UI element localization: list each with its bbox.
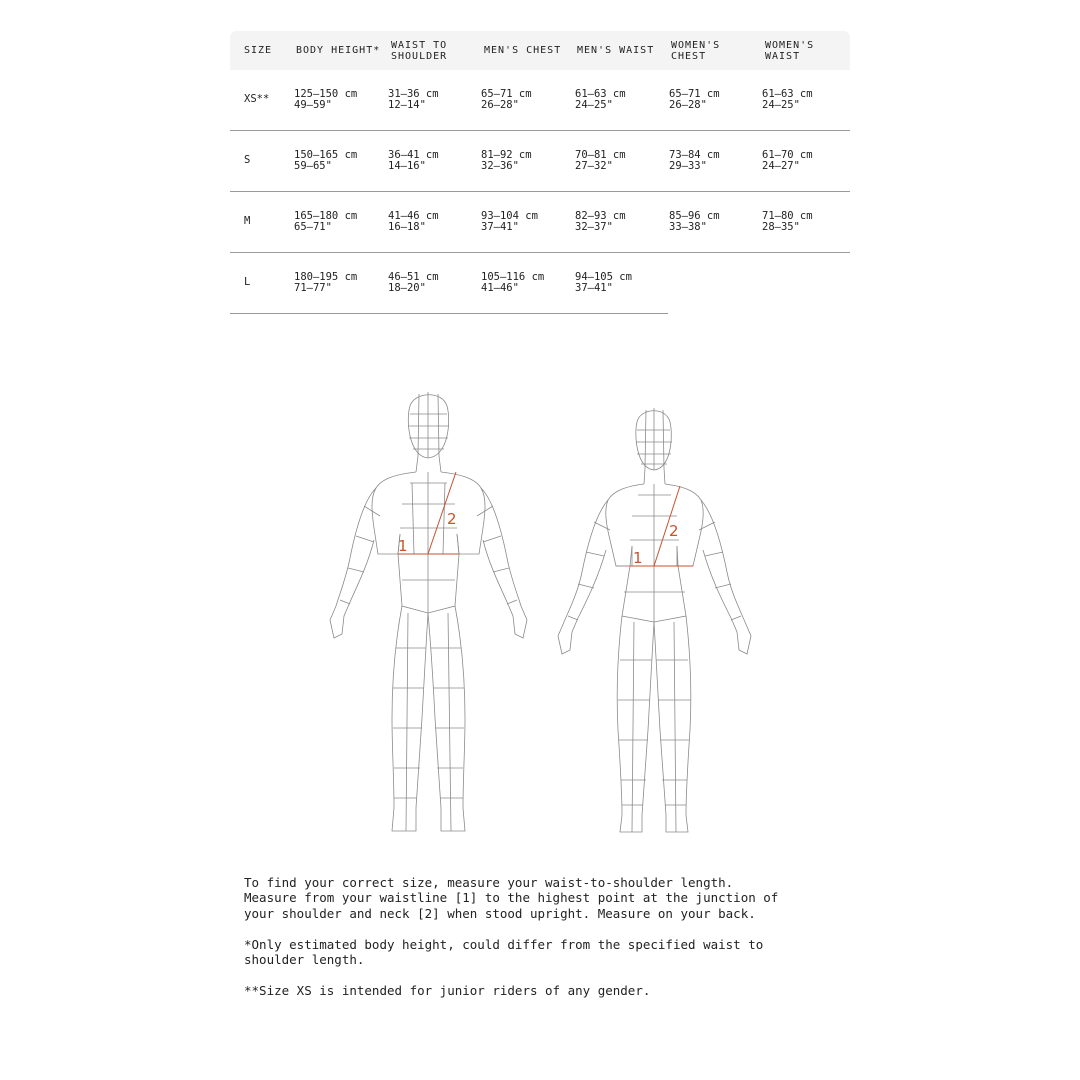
header-womens-waist: WOMEN'S WAIST — [765, 39, 815, 62]
mens-waist-cell: 82–93 cm 32–37" — [575, 209, 626, 233]
body-height-cell: 165–180 cm 65–71" — [294, 209, 358, 233]
table-row — [230, 70, 850, 131]
mens-chest-cell: 81–92 cm 32–36" — [481, 148, 532, 172]
size-cell: S — [244, 154, 251, 167]
body-height-cell: 150–165 cm 59–65" — [294, 148, 358, 172]
size-xs-footnote: **Size XS is intended for junior riders of any gender. — [244, 982, 651, 998]
mens-chest-cell: 65–71 cm 26–28" — [481, 87, 532, 111]
body-height-footnote: *Only estimated body height, could differ from the specified waist to shoulder length. — [244, 936, 764, 968]
male-figure-illustration — [330, 392, 527, 831]
mens-waist-cell: 70–81 cm 27–32" — [575, 148, 626, 172]
size-cell: XS** — [244, 93, 270, 106]
waist-to-shoulder-cell: 46–51 cm 18–20" — [388, 270, 439, 294]
header-size: SIZE — [244, 45, 273, 56]
table-row — [230, 253, 668, 314]
waist-to-shoulder-cell: 36–41 cm 14–16" — [388, 148, 439, 172]
table-row — [230, 131, 850, 192]
womens-chest-cell: 73–84 cm 29–33" — [669, 148, 720, 172]
womens-waist-cell: 71–80 cm 28–35" — [762, 209, 813, 233]
womens-chest-cell: 85–96 cm 33–38" — [669, 209, 720, 233]
body-measurement-figures — [320, 388, 760, 838]
mens-waist-cell: 61–63 cm 24–25" — [575, 87, 626, 111]
table-row — [230, 192, 850, 253]
header-waist-to-shoulder: WAIST TO SHOULDER — [391, 39, 448, 62]
female-figure-illustration — [558, 408, 751, 832]
size-chart-table — [230, 31, 850, 314]
sizing-instructions — [244, 875, 784, 1014]
measurement-instructions: To find your correct size, measure your waist-to-shoulder length. Measure from your waistline [1] to the highest point at the junction of your shoulder and neck [2] when stood upright. Measure on your back. — [244, 875, 779, 921]
womens-chest-cell: 65–71 cm 26–28" — [669, 87, 720, 111]
waist-to-shoulder-cell: 31–36 cm 12–14" — [388, 87, 439, 111]
header-womens-chest: WOMEN'S CHEST — [671, 39, 721, 62]
womens-waist-cell: 61–70 cm 24–27" — [762, 148, 813, 172]
waist-to-shoulder-cell: 41–46 cm 16–18" — [388, 209, 439, 233]
female-shoulder-label: 2 — [669, 522, 679, 540]
mens-chest-cell: 105–116 cm 41–46" — [481, 270, 545, 294]
male-waistline-label: 1 — [398, 537, 408, 555]
table-header — [230, 31, 850, 70]
size-cell: L — [244, 276, 251, 289]
body-height-cell: 125–150 cm 49–59" — [294, 87, 358, 111]
header-body-height: BODY HEIGHT* — [296, 45, 381, 56]
female-waistline-label: 1 — [633, 549, 643, 567]
size-cell: M — [244, 215, 251, 228]
male-shoulder-label: 2 — [447, 510, 457, 528]
mens-waist-cell: 94–105 cm 37–41" — [575, 270, 632, 294]
header-mens-waist: MEN'S WAIST — [577, 45, 655, 56]
header-mens-chest: MEN'S CHEST — [484, 45, 562, 56]
mens-chest-cell: 93–104 cm 37–41" — [481, 209, 538, 233]
womens-waist-cell: 61–63 cm 24–25" — [762, 87, 813, 111]
body-height-cell: 180–195 cm 71–77" — [294, 270, 358, 294]
